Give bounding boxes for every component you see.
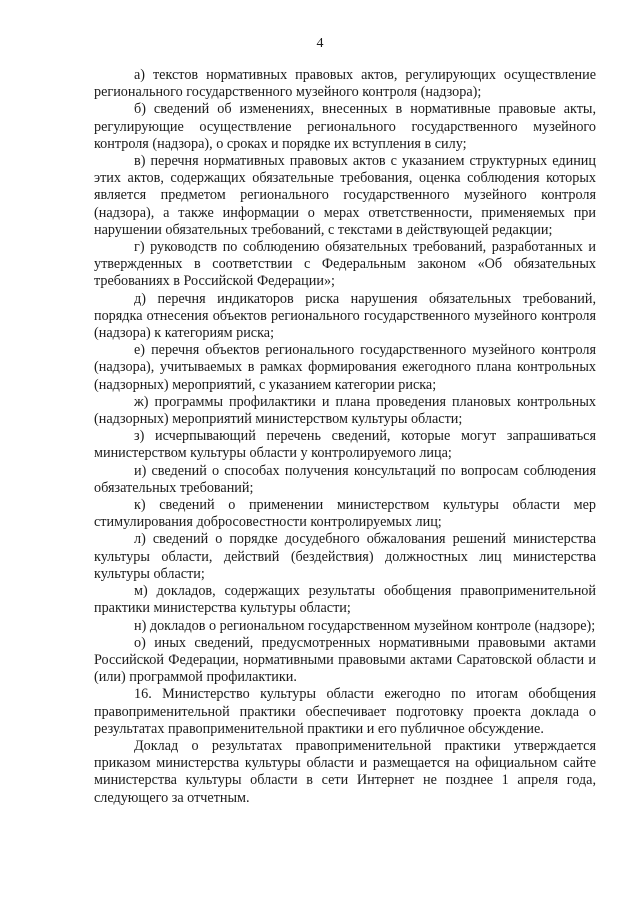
paragraph-z: з) исчерпывающий перечень сведений, которые могут запрашиваться министерством культуры области у контролируемого лица; <box>94 428 596 462</box>
paragraph-report: Доклад о результатах правоприменительной практики утверждается приказом министерства культуры области и размещается на официальном сайте министерства культуры области в сети Интернет не позднее 1 апреля года, следующего за отчетным. <box>94 737 596 806</box>
paragraph-g: г) руководств по соблюдению обязательных требований, разработанных и утвержденных в соответствии с Федеральным законом «Об обязательных требованиях в Российской Федерации»; <box>94 239 596 290</box>
paragraph-l: л) сведений о порядке досудебного обжалования решений министерства культуры области, действий (бездействия) должностных лиц министерства культуры области; <box>94 531 596 582</box>
paragraph-o: о) иных сведений, предусмотренных нормативными правовыми актами Российской Федерации, нормативными правовыми актами Саратовской области и (или) программой профилактики. <box>94 634 596 686</box>
paragraph-n: н) докладов о региональном государственном музейном контроле (надзоре); <box>134 617 596 634</box>
paragraph-16: 16. Министерство культуры области ежегодно по итогам обобщения правоприменительной практики обеспечивает подготовку проекта доклада о результатах правоприменительной практики и его публичное обсуждение. <box>94 686 596 737</box>
page-number: 4 <box>316 36 324 51</box>
paragraph-b: б) сведений об изменениях, внесенных в нормативные правовые акты, регулирующие осуществление регионального государственного музейного контроля (надзора), о сроках и порядке их вступления в силу; <box>94 101 596 152</box>
paragraph-d: д) перечня индикаторов риска нарушения обязательных требований, порядка отнесения объектов регионального государственного музейного контроля (надзора) к категориям риска; <box>94 290 596 342</box>
paragraph-m: м) докладов, содержащих результаты обобщения правоприменительной практики министерства культуры области; <box>94 583 596 617</box>
paragraph-zh: ж) программы профилактики и плана проведения плановых контрольных (надзорных) мероприятий министерством культуры области; <box>94 393 596 428</box>
paragraph-k: к) сведений о применении министерством культуры области мер стимулирования добросовестности контролируемых лиц; <box>94 497 596 531</box>
document-body <box>94 67 596 807</box>
paragraph-v: в) перечня нормативных правовых актов с указанием структурных единиц этих актов, содержащих обязательные требования, оценка соблюдения которых является предметом регионального государственного музейного контроля (надзора), а также информации о мерах ответственности, применяемых при нарушении обязательных требований, с текстами в действующей редакции; <box>94 153 596 238</box>
paragraph-a: а) текстов нормативных правовых актов, регулирующих осуществление регионального государственного музейного контроля (надзора); <box>94 67 596 101</box>
paragraph-i: и) сведений о способах получения консультаций по вопросам соблюдения обязательных требований; <box>94 462 596 496</box>
paragraph-e: е) перечня объектов регионального государственного музейного контроля (надзора), учитываемых в рамках формирования ежегодного плана контрольных (надзорных) мероприятий, с указанием категории риска; <box>94 342 596 393</box>
